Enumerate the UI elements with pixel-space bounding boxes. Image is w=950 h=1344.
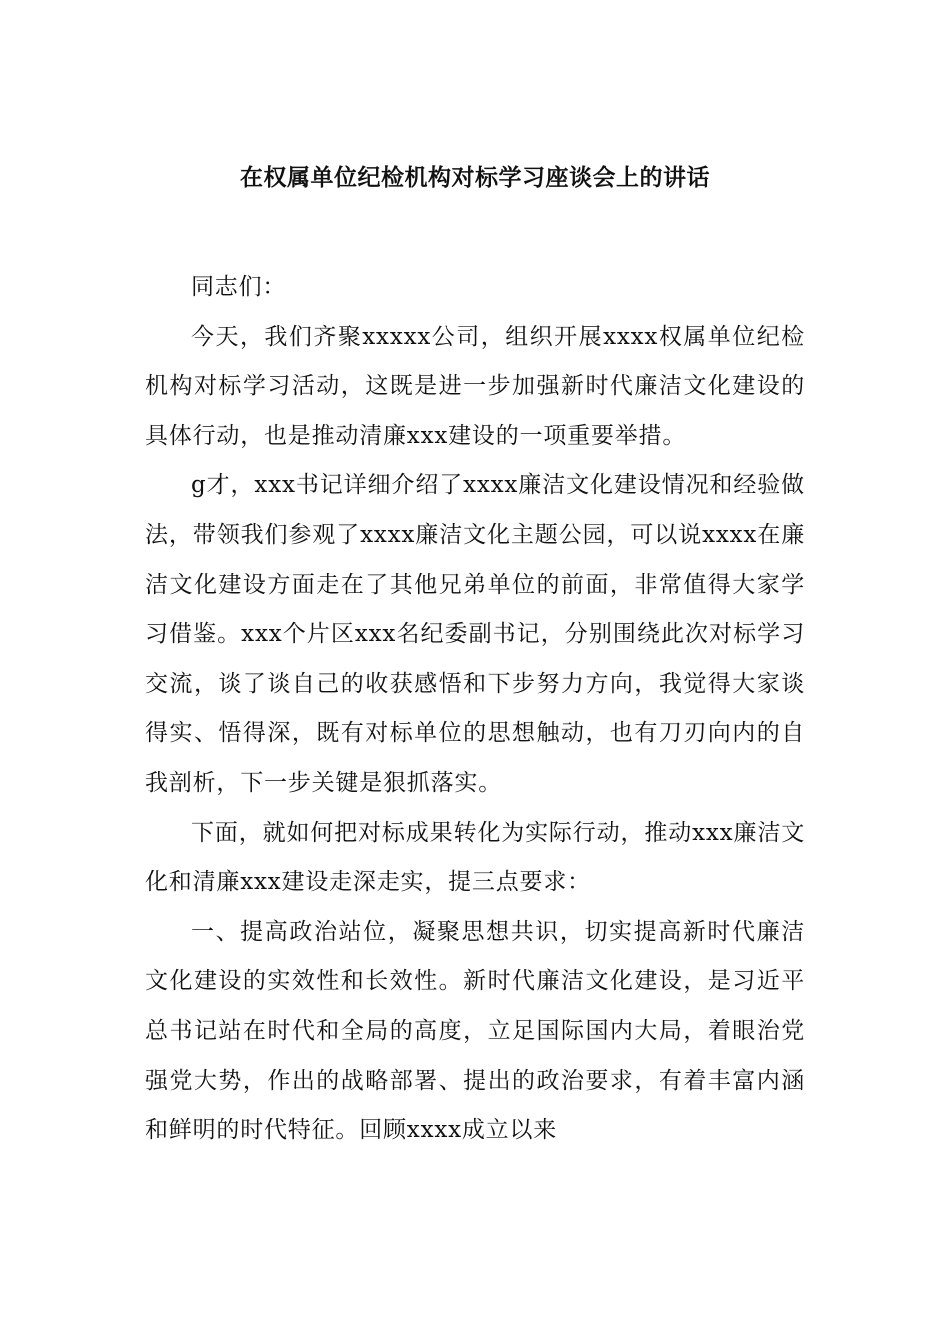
paragraph-review: g才，xxx书记详细介绍了xxxx廉洁文化建设情况和经验做法，带领我们参观了xxxx廉洁文化主题公园，可以说xxxx在廉洁文化建设方面走在了其他兄弟单位的前面，非常值得大家学习借鉴。xxx个片区xxx名纪委副书记，分别围绕此次对标学习交流，谈了谈自己的收获感悟和下步努力方向，我觉得大家谈得实、悟得深，既有对标单位的思想触动，也有刀刃向内的自我剖析，下一步关键是狠抓落实。 (145, 472, 805, 796)
paragraph-intro: 今天，我们齐聚xxxxx公司，组织开展xxxx权属单位纪检机构对标学习活动，这既是进一步加强新时代廉洁文化建设的具体行动，也是推动清廉xxx建设的一项重要举措。 (145, 323, 805, 449)
document-body (145, 263, 805, 1156)
paragraph-salutation: 同志们： (191, 274, 287, 300)
paragraph-requirements-intro: 下面，就如何把对标成果转化为实际行动，推动xxx廉洁文化和清廉xxx建设走深走实，提三点要求： (145, 819, 805, 896)
document-title: 在权属单位纪检机构对标学习座谈会上的讲话 (240, 164, 710, 191)
paragraph-point-one: 一、提高政治站位，凝聚思想共识，切实提高新时代廉洁文化建设的实效性和长效性。新时代廉洁文化建设，是习近平总书记站在时代和全局的高度，立足国际国内大局，着眼治党强党大势，作出的战略部署、提出的政治要求，有着丰富内涵和鲜明的时代特征。回顾xxxx成立以来 (145, 918, 805, 1144)
